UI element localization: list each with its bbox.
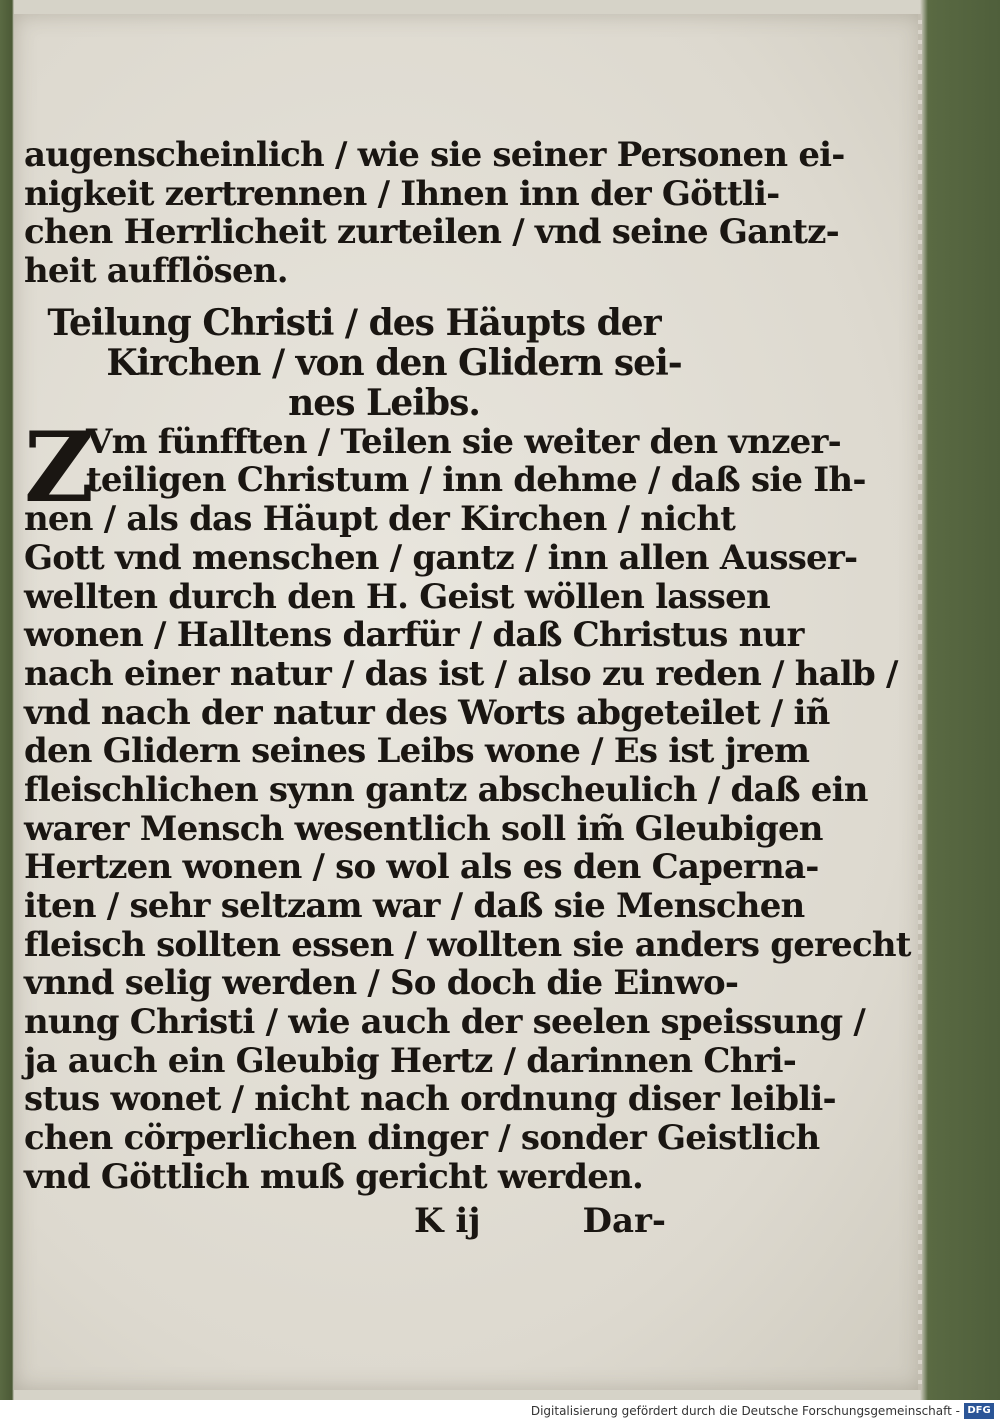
text-line: nen / als das Häupt der Kirchen / nicht (24, 499, 736, 540)
text-line: fleisch sollten essen / wollten sie anders gerecht (24, 924, 911, 965)
text-line: nach einer natur / das ist / also zu reden / halb / (24, 653, 898, 694)
digitization-footer (0, 1400, 1000, 1424)
text-line: augenscheinlich / wie sie seiner Personen ei- (24, 135, 845, 175)
text-line: ja auch ein Gleubig Hertz / darinnen Chri- (24, 1040, 797, 1081)
heading-line: Teilung Christi / des Häupts der (47, 301, 661, 344)
dfg-logo: DFG (964, 1403, 994, 1419)
top-paragraph (24, 135, 845, 292)
text-line: chen Herrlicheit zurteilen / vnd seine Gantz- (24, 212, 839, 253)
text-line: warer Mensch wesentlich soll im̃ Gleubigen (24, 808, 823, 849)
text-line: wellten durch den H. Geist wöllen lassen (24, 576, 770, 617)
page-footer-line (24, 1201, 684, 1241)
text-line: teiligen Christum / inn dehme / daß sie Ih- (86, 460, 866, 501)
book-page (14, 14, 922, 1390)
text-line: vnd nach der natur des Worts abgeteilet / iñ (24, 692, 830, 733)
text-line: stus wonet / nicht nach ordnung diser leibli- (24, 1079, 836, 1120)
section-heading (24, 303, 684, 423)
text-line: Vm fünfften / Teilen sie weiter den vnzer- (86, 421, 841, 462)
text-line: vnnd selig werden / So doch die Einwo- (24, 963, 739, 1004)
footer-credit: Digitalisierung gefördert durch die Deutsche Forschungsgemeinschaft - (530, 1404, 960, 1418)
drop-capital: Z (24, 410, 95, 524)
show-through-shadow (694, 254, 924, 292)
text-line: iten / sehr seltzam war / daß sie Menschen (24, 886, 805, 926)
heading-line: nes Leibs. (288, 381, 480, 424)
catchword: Dar- (582, 1200, 666, 1241)
text-line: den Glidern seines Leibs wone / Es ist jrem (24, 731, 810, 772)
text-line: nigkeit zertrennen / Ihnen inn der Göttli- (24, 173, 780, 214)
text-line: Hertzen wonen / so wol als es den Caperna- (24, 847, 819, 888)
page-text (24, 135, 911, 1241)
text-line: heit aufflösen. (24, 251, 288, 292)
text-line: chen cörperlichen dinger / sonder Geistlich (24, 1118, 820, 1159)
text-line: Gott vnd menschen / gantz / inn allen Ausser- (24, 537, 858, 578)
text-line: fleischlichen synn gantz abscheulich / daß ein (24, 769, 868, 810)
heading-line: Kirchen / von den Glidern sei- (106, 341, 682, 384)
main-paragraph (24, 410, 911, 1197)
text-line: vnd Göttlich muß gericht werden. (24, 1156, 644, 1197)
text-line: wonen / Halltens darfür / daß Christus nur (24, 615, 804, 656)
text-line: nung Christi / wie auch der seelen speissung / (24, 1002, 865, 1043)
signature-mark: K ij (414, 1200, 481, 1241)
